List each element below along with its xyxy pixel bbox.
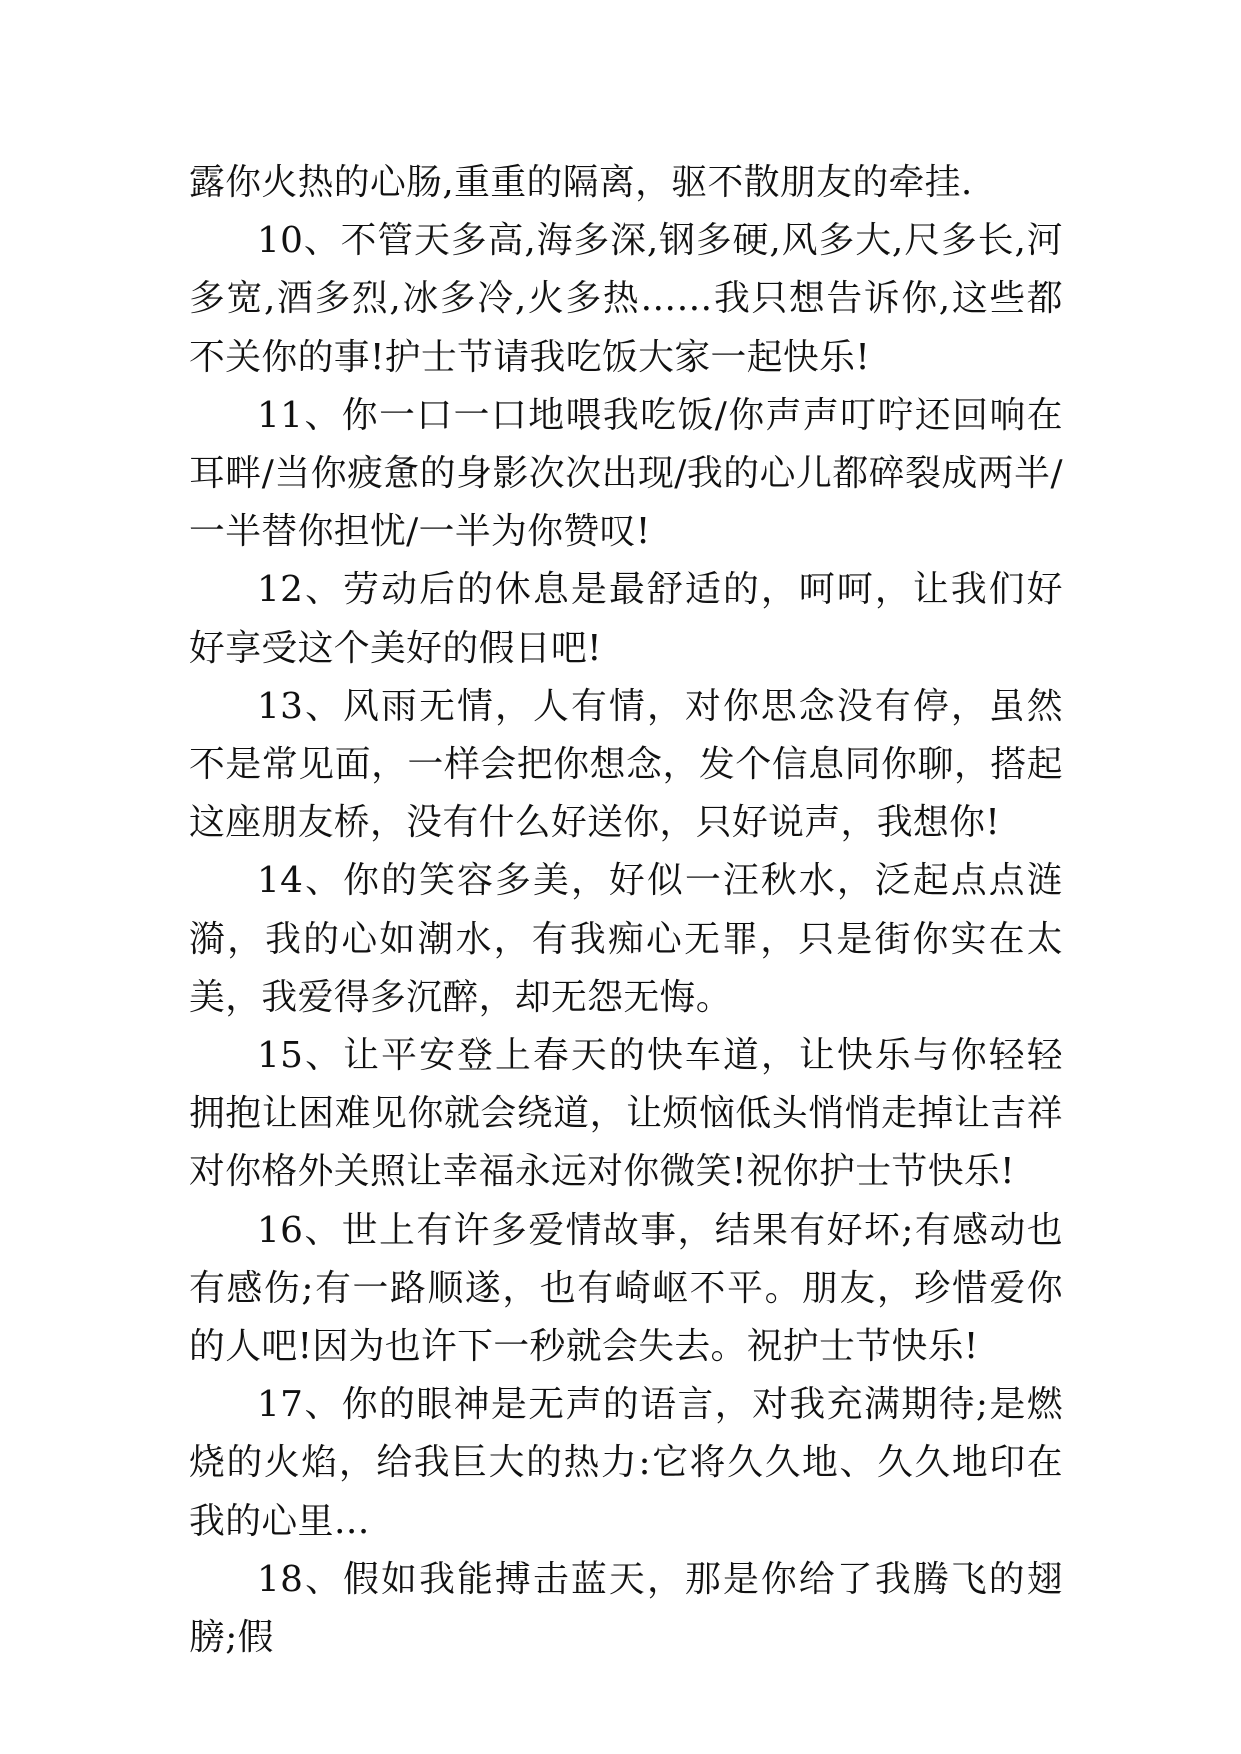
- paragraph-10: 10、不管天多高,海多深,钢多硬,风多大,尺多长,河多宽,酒多烈,冰多冷,火多热……我只想告诉你,这些都不关你的事!护士节请我吃饭大家一起快乐!: [189, 220, 1063, 378]
- paragraph-14: 14、你的笑容多美，好似一汪秋水，泛起点点涟漪，我的心如潮水，有我痴心无罪，只是街你实在太美，我爱得多沉醉，却无怨无悔。: [189, 860, 1063, 1018]
- paragraph-12: 12、劳动后的休息是最舒适的，呵呵，让我们好好享受这个美好的假日吧!: [189, 569, 1063, 669]
- paragraph-continuation: 露你火热的心肠,重重的隔离，驱不散朋友的牵挂.: [189, 162, 973, 203]
- paragraph-16: 16、世上有许多爱情故事，结果有好坏;有感动也有感伤;有一路顺遂，也有崎岖不平。朋友，珍惜爱你的人吧!因为也许下一秒就会失去。祝护士节快乐!: [189, 1209, 1063, 1368]
- paragraph-18: 18、假如我能搏击蓝天，那是你给了我腾飞的翅膀;假: [189, 1558, 1063, 1659]
- document-body: [189, 154, 1063, 1667]
- paragraph-15: 15、让平安登上春天的快车道，让快乐与你轻轻拥抱让困难见你就会绕道，让烦恼低头悄悄走掉让吉祥对你格外关照让幸福永远对你微笑!祝你护士节快乐!: [189, 1035, 1063, 1193]
- paragraph-13: 13、风雨无情，人有情，对你思念没有停，虽然不是常见面，一样会把你想念，发个信息同你聊，搭起这座朋友桥，没有什么好送你，只好说声，我想你!: [189, 685, 1063, 844]
- paragraph-17: 17、你的眼神是无声的语言，对我充满期待;是燃烧的火焰，给我巨大的热力:它将久久地、久久地印在我的心里…: [189, 1384, 1063, 1542]
- paragraph-11: 11、你一口一口地喂我吃饭/你声声叮咛还回响在耳畔/当你疲惫的身影次次出现/我的心儿都碎裂成两半/一半替你担忧/一半为你赞叹!: [189, 394, 1063, 553]
